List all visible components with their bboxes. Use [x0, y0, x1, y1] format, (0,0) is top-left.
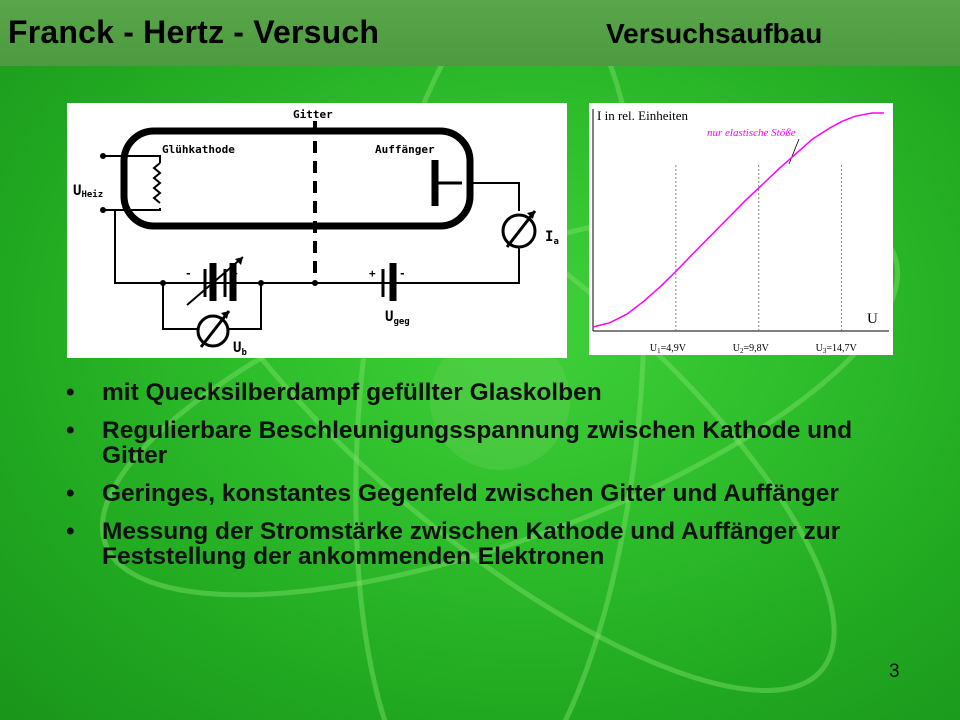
circuit-diagram — [67, 103, 567, 358]
bullet-dot: • — [66, 480, 75, 507]
tick-label-1: $U_1=4,9V$ — [649, 343, 686, 355]
label-auffaenger: Auffänger — [375, 143, 435, 156]
bullet-item: • Regulierbare Beschleunigungsspannung zwischen Kathode und Gitter — [66, 417, 853, 469]
label-gluehkathode: Glühkathode — [162, 143, 235, 156]
label-gitter: Gitter — [293, 108, 333, 121]
title-bar — [0, 0, 960, 66]
label-ia: $I_a$ — [545, 229, 559, 247]
label-uheiz: UHeiz — [73, 183, 104, 200]
y-axis-label: I in rel. Einheiten — [597, 108, 688, 123]
label-minus-ugeg: - — [399, 267, 406, 280]
page-number: 3 — [889, 661, 900, 682]
cathode-filament — [154, 163, 160, 203]
tick-label-2: $U_2=9,8V$ — [732, 343, 769, 355]
x-axis-label: U — [867, 311, 878, 327]
label-minus-ub: - — [185, 267, 192, 280]
curve-nur-elastische-stoesse — [593, 113, 884, 327]
bullet-item: • Geringes, konstantes Gegenfeld zwischen Gitter und Auffänger — [66, 480, 839, 507]
bullet-item: • mit Quecksilberdampf gefüllter Glaskolben — [66, 379, 602, 406]
label-plus-ugeg: + — [369, 267, 376, 280]
slide-title: Franck - Hertz - Versuch — [8, 14, 380, 50]
bullet-dot: • — [66, 417, 75, 444]
curve-annotation: nur elastische Stöße — [707, 127, 796, 139]
bullet-list — [66, 380, 906, 582]
bullet-item: • Messung der Stromstärke zwischen Kathode und Auffänger zur Feststellung der ankommenden Elektronen — [66, 518, 841, 570]
tick-label-3: $U_3=14,7V$ — [815, 343, 857, 355]
bullet-dot: • — [66, 518, 75, 545]
label-ub: $U_b$ — [233, 340, 247, 358]
label-plus-ub: + — [231, 267, 238, 280]
bullet-dot: • — [66, 379, 75, 406]
label-ugeg: $U_{geg}$ — [385, 309, 410, 327]
iv-plot — [589, 103, 893, 355]
slide-subtitle: Versuchsaufbau — [606, 18, 823, 49]
